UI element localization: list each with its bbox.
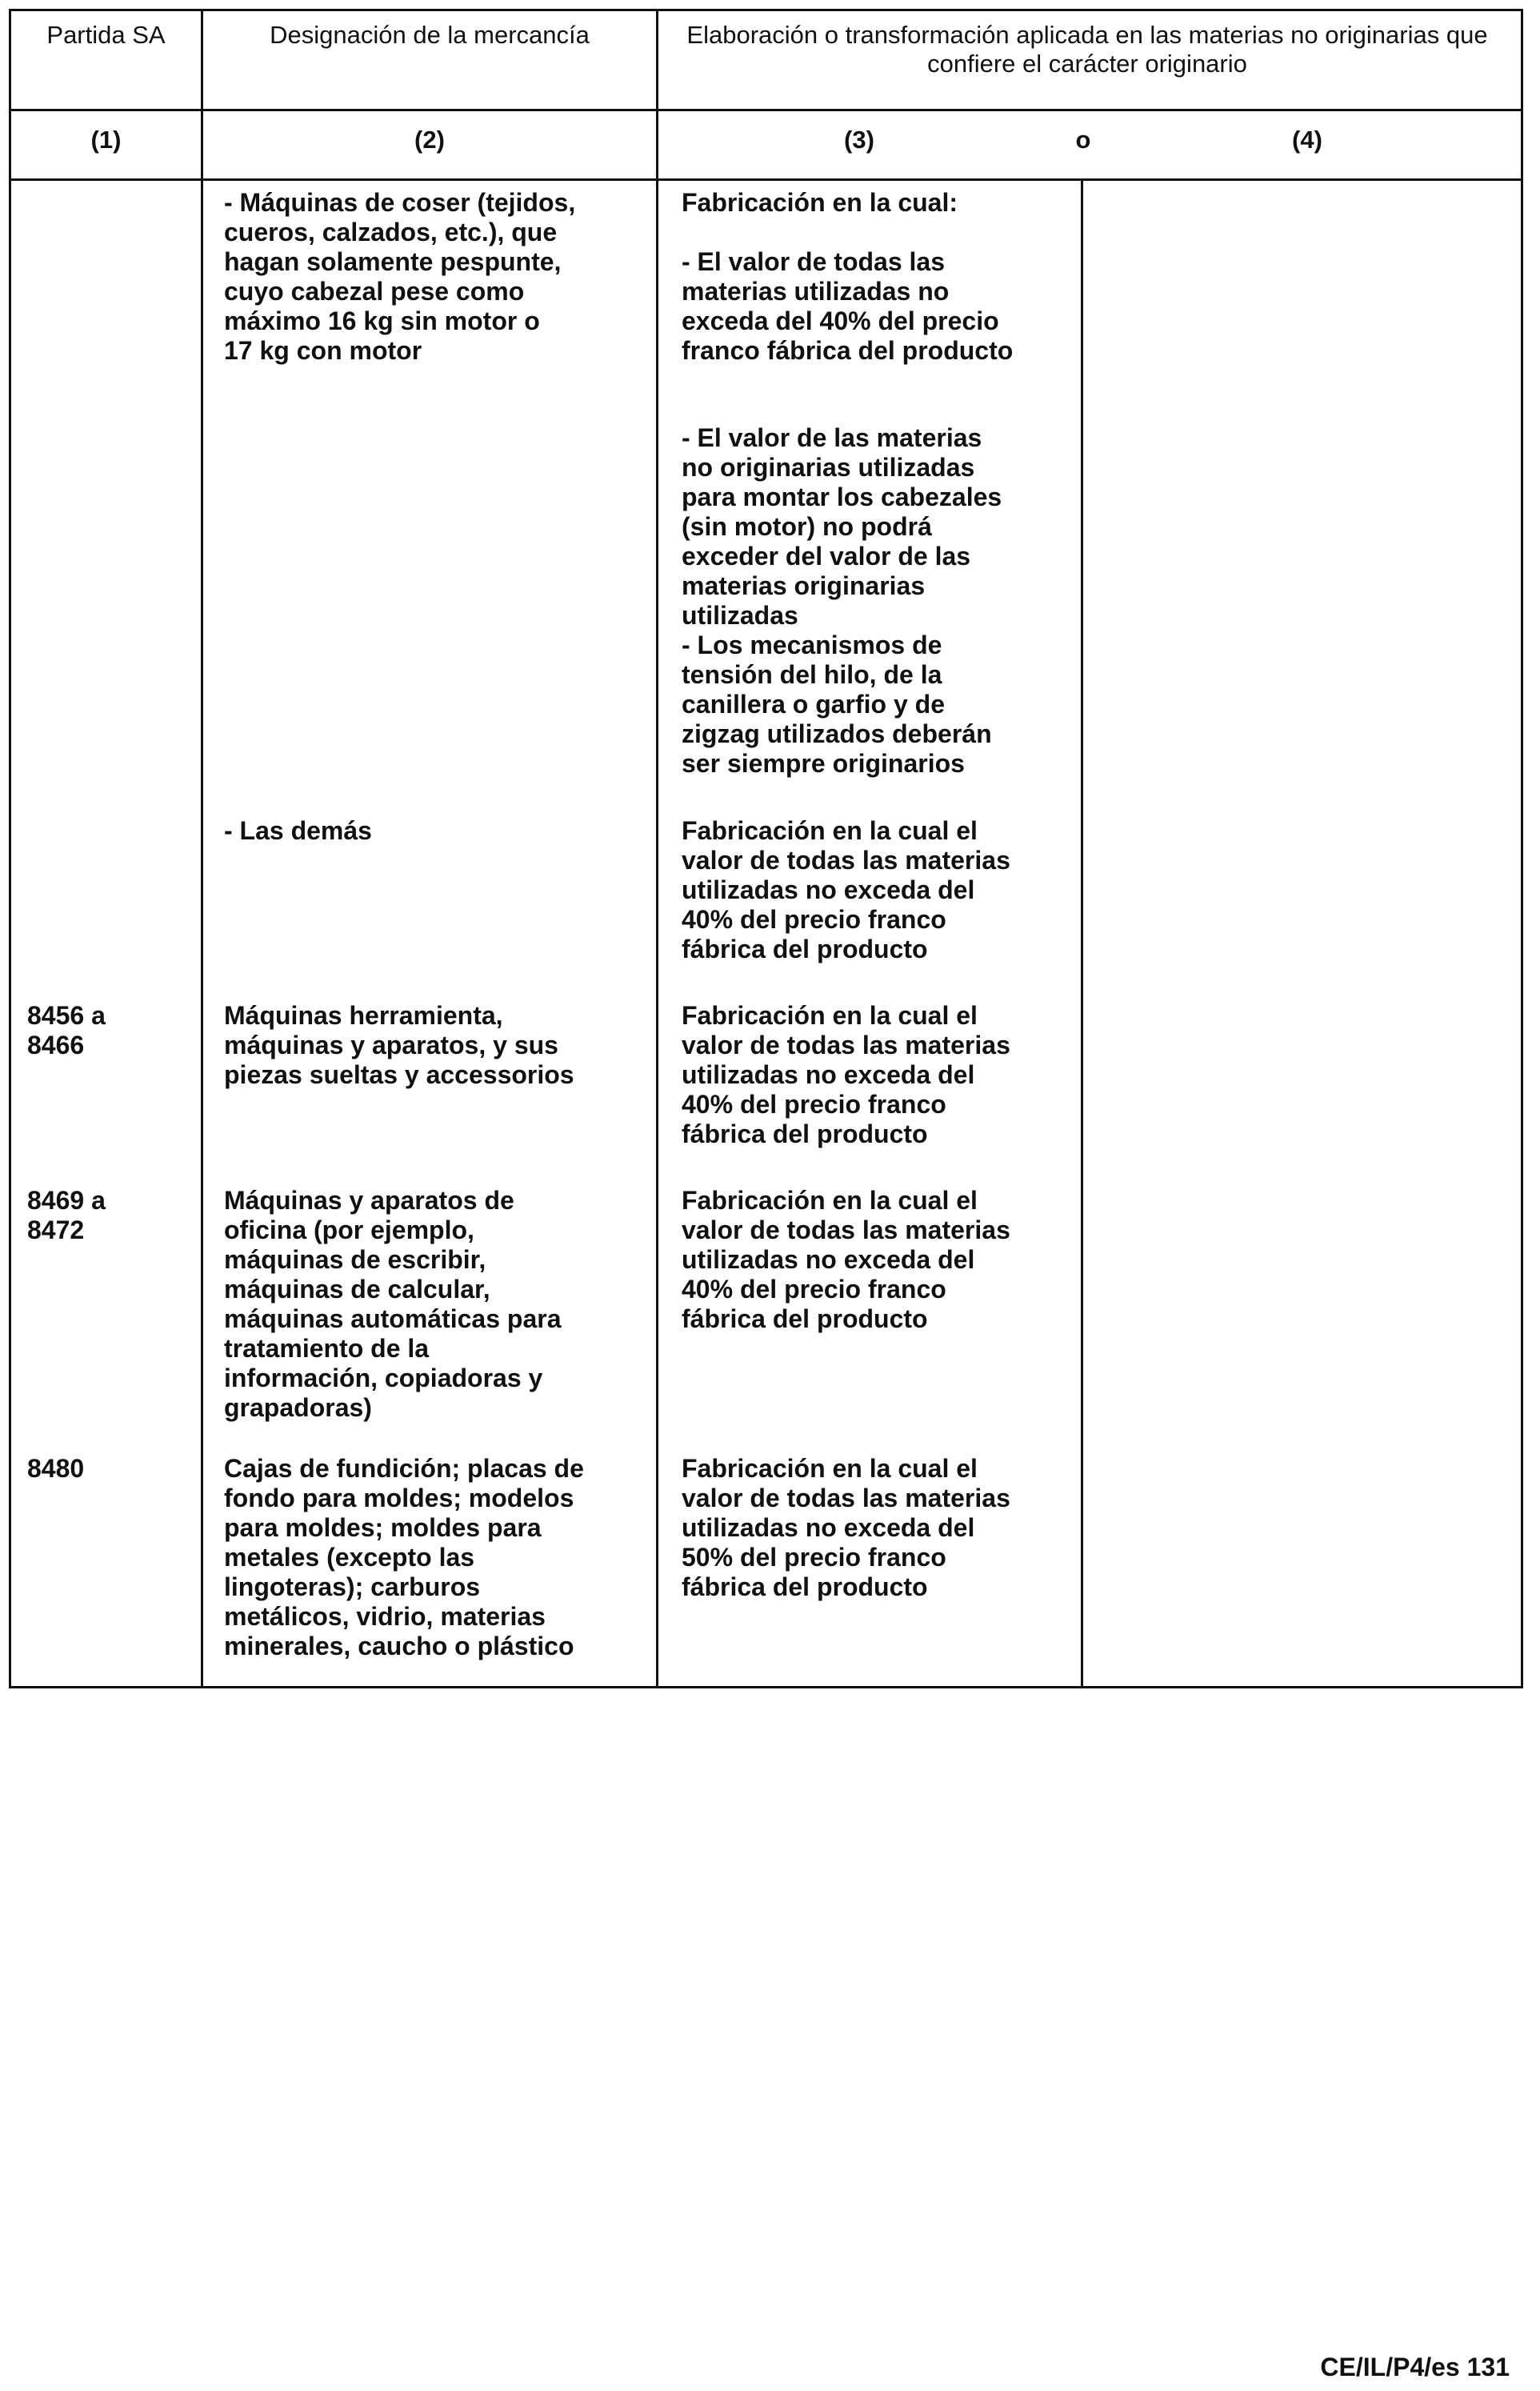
row-sewing-rule-b: - El valor de las materias no originarias utilizadas para montar los cabezales (sin motor) no podrá exceder del valor de las materias originarias utilizadas - Los mecanismos de tensión del hilo, de la canillera o garfio y de zigzag utilizados deberán ser siempre originarios <box>682 423 1002 778</box>
header-elaboracion: Elaboración o transformación aplicada en las materias no originarias que confiere el carácter originario <box>686 21 1488 78</box>
row-8469-code: 8469 a 8472 <box>27 1186 106 1244</box>
row-others-designation: - Las demás <box>224 816 372 845</box>
header-designacion: Designación de la mercancía <box>270 21 590 49</box>
row-sewing-rule-a: Fabricación en la cual: - El valor de todas las materias utilizadas no exceda del 40% del precio franco fábrica del producto <box>682 188 1014 365</box>
row-8456-designation: Máquinas herramienta, máquinas y aparatos, y sus piezas sueltas y accessorios <box>224 1001 574 1089</box>
row-8480-rule-a: Fabricación en la cual el valor de todas las materias utilizadas no exceda del 50% del precio franco fábrica del producto <box>682 1454 1010 1601</box>
row-8469-designation: Máquinas y aparatos de oficina (por ejemplo, máquinas de escribir, máquinas de calcular, máquinas automáticas para tratamiento de la información, copiadoras y grapadoras) <box>224 1186 562 1422</box>
header-num-2: (2) <box>414 126 445 154</box>
header-partida: Partida SA <box>46 21 166 49</box>
col1-divider <box>201 11 203 1686</box>
row-others-rule-a: Fabricación en la cual el valor de todas las materias utilizadas no exceda del 40% del precio franco fábrica del producto <box>682 816 1010 963</box>
header-num-1: (1) <box>90 126 122 154</box>
page-reference: CE/IL/P4/es 131 <box>1320 2353 1510 2381</box>
row-sewing-designation: - Máquinas de coser (tejidos, cueros, calzados, etc.), que hagan solamente pespunte, cuyo cabezal pese como máximo 16 kg sin motor o 17 kg con motor <box>224 188 576 365</box>
row-8480-code: 8480 <box>27 1454 85 1483</box>
header-num-4: (4) <box>1292 126 1322 154</box>
row-8456-rule-a: Fabricación en la cual el valor de todas las materias utilizadas no exceda del 40% del precio franco fábrica del producto <box>682 1001 1010 1148</box>
row-8480-designation: Cajas de fundición; placas de fondo para moldes; modelos para moldes; moldes para metales (excepto las lingoteras); carburos metálicos, vidrio, materias minerales, caucho o plástico <box>224 1454 584 1660</box>
header-num-3: (3) <box>844 126 874 154</box>
row-8456-code: 8456 a 8466 <box>27 1001 106 1059</box>
col2-divider <box>656 11 658 1686</box>
row-8469-rule-a: Fabricación en la cual el valor de todas las materias utilizadas no exceda del 40% del precio franco fábrica del producto <box>682 1186 1010 1333</box>
col3-divider <box>1081 181 1083 1686</box>
header-divider <box>11 109 1521 111</box>
header-or: o <box>1075 126 1091 154</box>
rules-table <box>9 9 1523 1688</box>
column-number-divider <box>11 178 1521 181</box>
